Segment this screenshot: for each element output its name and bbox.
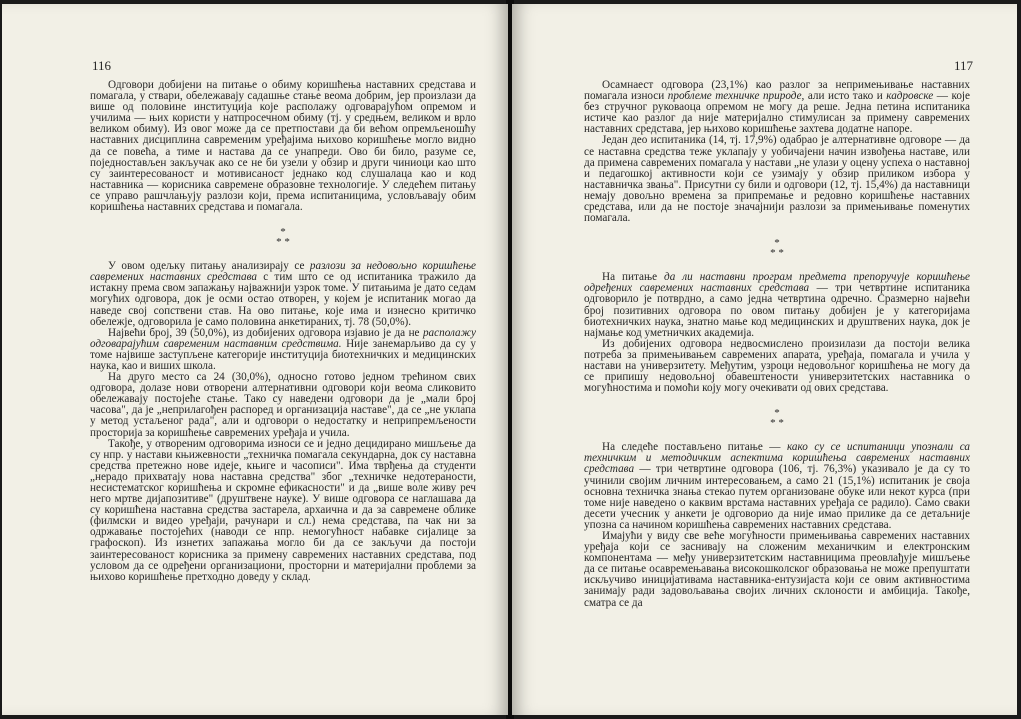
paragraph	[584, 80, 970, 135]
paragraph: Из добијених одговора недвосмислено произилази да постоји велика потреба за примењивањем савремених апарата, уређаја, помагала и учила у настави на универзитету. Међутим, узроци недовољног коришћења не могу да се припишу недовољној обавештености универзитетских наставника о могућностима и помоћи коју могу очекивати од ових средстава.	[584, 337, 970, 395]
text-run: — које без стручног руковаоца опремом не могу да реше. Једна петина испитаника истиче као разлог да није материјално стимулисан за примену савремених наставних средстава, јер њихово коришћење захтева додатне напоре.	[584, 90, 970, 136]
paragraph: На друго место са 24 (30,0%), односно готово једном трећином свих одговора, долазе нови отворени алтернативни одговори који веома сликовито обележавају постојеће стање. Тако су наведени одговори да је „мали број часова", да је „неприлагођен распоред и организација наставе", да се „не уклапа у метод устаљеног рада", али и одговори о недостатку и неприпремљености просторија за коришћење савремених уређаја и учила.	[90, 371, 476, 439]
text-run: Осамнаест одговора (23,1%) као разлог за непримењивање наставних помагала износи	[584, 79, 970, 103]
text-run: с тим што се од испитаника тражило да истакну према свом запажању најважнији узрок томе. У питањима је дато седам могућих одговора, док је осми остао отворен, у којем је испитаник могао да наведе свој сопствени став. На ово питање, које има и изнесно критичко обележје, одговорила је само половина анкетираних, тј. 78 (50,0%).	[90, 271, 476, 328]
separator-star: *	[774, 237, 780, 250]
paragraph	[584, 442, 970, 531]
text-run: — три четвртине испитаника одговорило је потврдно, а само једна четвртина одречно. Сразмерно највећи број позитивних одговора по овом питању добијен је у категоријама биотехничких наука, знатно мање код медицинских и друштвених наука, док је најмање код уметничких академија.	[584, 282, 970, 339]
paragraph: Такође, у отвореним одговорима износи се и једно децидирано мишљење да су нпр. у настави књижевности „техничка помагала секундарна, док су наставна средства претежно нове идеје, књиге и часописи". Има тврђења да студенти „нерадо прихватају нова наставна средства" због „техничке недотераности, несистематског коришћења и скромне ефикасности" и да „више воле живу реч него мртве дијапозитиве" (друштвене науке). У више одговора се наглашава да су коришћена наставна средства застарела, архаична и да за савремене облике (филмски и видео уређаји, рачунари и сл.) нема средстава, па чак ни за одржавање постојећих (наводи се нпр. немогућност набавке сијалице за графоскоп). Из изнетих запажања могло би да се закључи да постоји заинтересованост корисника за примену савремених наставних средстава, под условом да се одређени организациони, просторни и материјални проблеми за њихово коришћење претходно доведу у склад.	[90, 437, 476, 583]
separator-star: *	[280, 226, 286, 239]
italic-text-run: разлози за недовољно коришћење савремених наставних средстава	[90, 260, 476, 284]
italic-text-run: располажу одговарајућим савременим наставним средствима.	[90, 326, 476, 350]
text-run: Највећи број, 39 (50,0%), из добијених одговора изјавио је да не	[108, 326, 423, 339]
text-run: На следеће постављено питање —	[602, 441, 787, 454]
page-number: 117	[953, 58, 973, 73]
right-page	[512, 4, 1017, 715]
italic-text-run: кадровске	[886, 90, 934, 103]
paragraph: Имајући у виду све веће могућности примењивања савремених наставних уређаја који се заснивају на сложеним механичким и електронским компонентама — међу универзитетским наставницима преовлађује мишљење да се питање осавремењавања високошколског образовања не може препуштати искључиво иницијативама наставника-ентузијаста који се овим активностима занимају ради задовољавања својих личних склоности и амбиција. Такође, сматра се да	[584, 530, 970, 609]
paragraph: Одговори добијени на питање о обиму коришћења наставних средстава и помагала, у ствари, обележавају садашње стање веома добрим, јер произлази да више од половине институција које располажу одговарајућом опремом и училима — њих користи у натпросечном обиму (тј. у средњем, великом и врло великом обиму). Из овог може да се претпостави да би већом опремљеношћу наставних дисциплина савременим уређајима њихово коришћење могло видно да се повећа, а тиме и настава да се унапреди. Ово би било, разуме се, поједностављен закључак ако се не би узели у обзир и други чиниоци као што су заинтересованост и мотивисаност једнако код слушалаца као и код наставника — корисника савремене образовне технологије. У следећем питању се управо рашчлањују разлози који, према испитаницима, условљавају обим коришћења наставних средстава и помагала.	[90, 79, 476, 214]
paragraph	[584, 272, 970, 339]
section-separator	[90, 227, 476, 247]
section-separator	[584, 238, 970, 258]
paragraph	[90, 328, 476, 372]
separator-star: * *	[276, 236, 290, 249]
paragraph	[90, 261, 476, 328]
section-separator	[584, 408, 970, 428]
left-page	[2, 4, 508, 715]
page-body	[584, 80, 970, 609]
page-number: 116	[92, 58, 112, 73]
italic-text-run: проблеме техничке природе,	[667, 90, 805, 103]
separator-star: * *	[770, 417, 784, 430]
text-run: На питање	[602, 271, 665, 284]
text-run: али исто тако и	[804, 90, 887, 103]
page-body	[90, 80, 476, 583]
separator-star: * *	[770, 247, 784, 260]
paragraph: Један део испитаника (14, тј. 17,9%) одабрао је алтернативне одговоре — да се наставна средства теже уклапају у уобичајени начин извођења наставе, или да примена савремених помагала у настави „не улази у оцену успеха о наставној и педагошкој активности који се узимају у обзир приликом избора у наставничка звања". Присутни су били и одговори (12, тј. 15,4%) да наставници немају довољно времена за припремање и редовно коришћење наставних средстава, или да не постоје значајнији разлози за примењивање поменутих помагала.	[584, 134, 970, 225]
text-run: — три четвртине одговора (106, тј. 76,3%) указивало је да су то учинили својим личним интересовањем, а само 21 (15,1%) испитаник је своја основна техничка знања стекао путем организоване обуке или некот курса (при томе није наведено о каквим врстама наставних уређаја се радило). Само сваки десети учесник у анкети је одговорио да није имао прилике да се детаљније упозна са начином коришћења савремених наставних средстава.	[584, 463, 970, 531]
separator-star: *	[774, 407, 780, 420]
text-run: У овом одељку питању анализирају се	[108, 260, 310, 273]
italic-text-run: да ли наставни програм предмета препоручује коришћење одређених савремених наставних средстава	[584, 271, 970, 295]
text-run: Није занемарљиво да су у томе највише заступљене категорије институција биотехничких и медицинских наука, као и виших школа.	[90, 337, 477, 372]
italic-text-run: како су се испитаници упознали са техничким и методичким аспектима коришћења савремених наставних средстава	[584, 441, 970, 476]
